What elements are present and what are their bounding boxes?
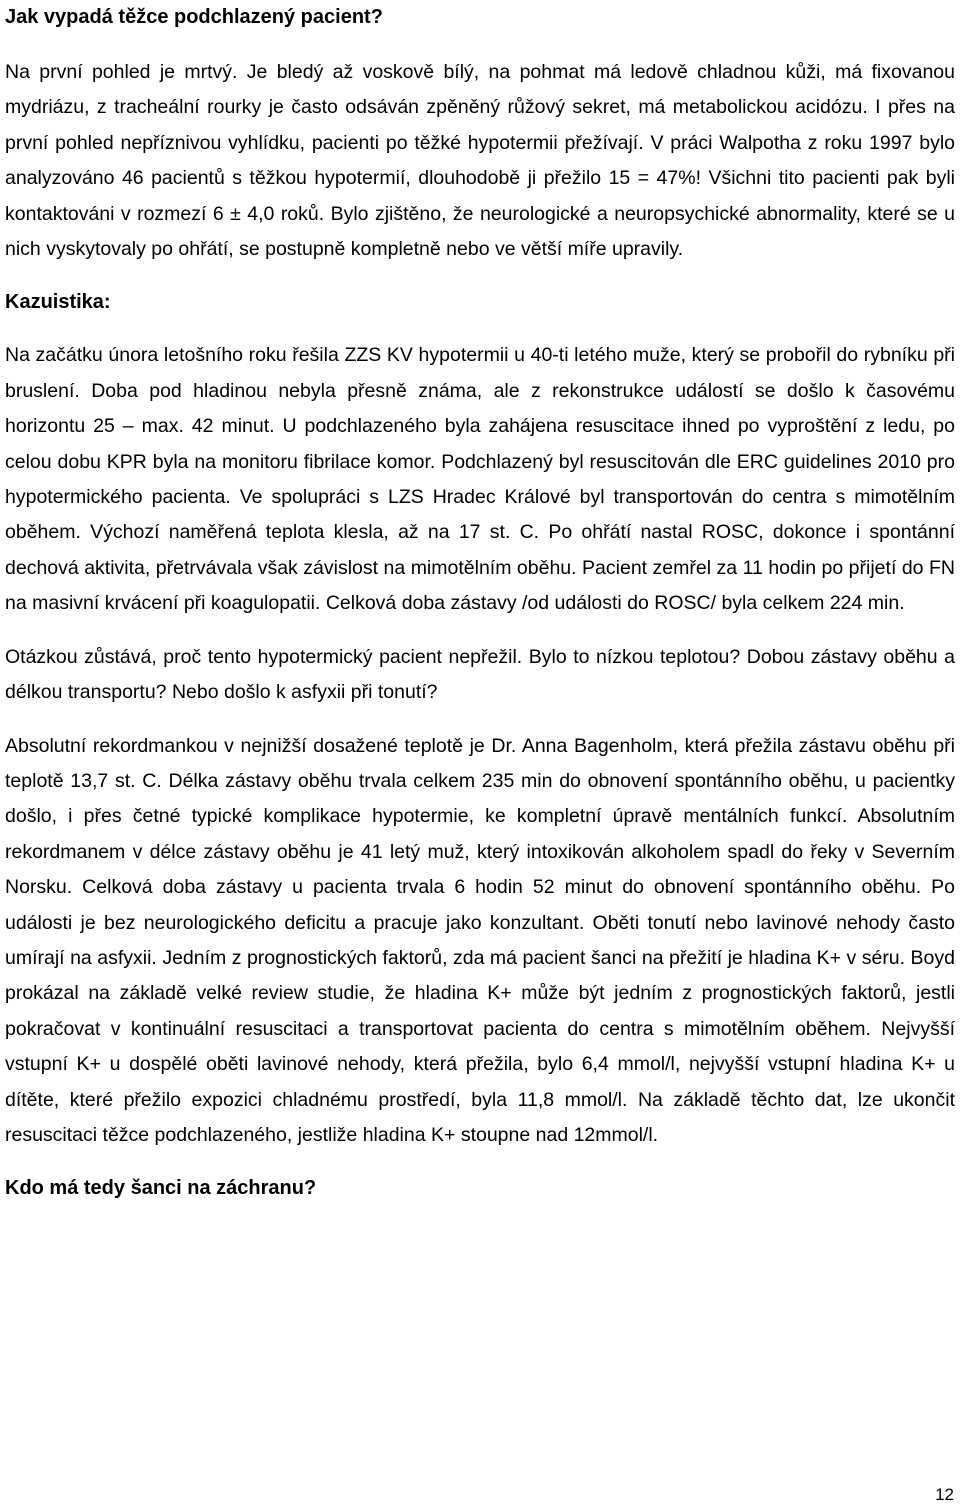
case-paragraph: Na začátku února letošního roku řešila ZZS KV hypotermii u 40-ti letého muže, který se probořil do rybníku při bruslení. Doba pod hladinou nebyla přesně známa, ale z rekonstrukce událostí se došlo k časovému horizontu 25 – max. 42 minut. U podchlazeného byla zahájena resuscitace ihned po vyproštění z ledu, po celou dobu KPR byla na monitoru fibrilace komor. Podchlazený byl resuscitován dle ERC guidelines 2010 pro hypotermického pacienta. Ve spolupráci s LZS Hradec Králové byl transportován do centra s mimotělním oběhem. Výchozí naměřená teplota klesla, až na 17 st. C. Po ohřátí nastal ROSC, dokonce i spontánní dechová aktivita, přetrvávala však závislost na mimotělním oběhu. Pacient zemřel za 11 hodin po přijetí do FN na masivní krvácení při koagulopatii. Celková doba zástavy /od události do ROSC/ byla celkem 224 min.	[5, 344, 955, 615]
spacer	[5, 320, 955, 338]
page-title: Jak vypadá těžce podchlazený pacient?	[5, 6, 383, 28]
question-paragraph: Otázkou zůstává, proč tento hypotermický pacient nepřežil. Bylo to nízkou teplotou? Dobou zástavy oběhu a délkou transportu? Nebo došlo k asfyxii při tonutí?	[5, 645, 955, 704]
spacer	[5, 1153, 955, 1171]
spacer	[5, 622, 955, 640]
intro-paragraph: Na první pohled je mrtvý. Je bledý až voskově bílý, na pohmat má ledově chladnou kůži, má fixovanou mydriázu, z tracheální rourky je často odsáván zpěněný růžový sekret, má metabolickou acidózu. I přes na první pohled nepříznivou vyhlídku, pacienti po těžké hypotermii přežívají. V práci Walpotha z roku 1997 bylo analyzováno 46 pacientů s těžkou hypotermií, dlouhodobě ji přežilo 15 = 47%! Všichni tito pacienti pak byli kontaktováni v rozmezí 6 ± 4,0 roků. Bylo zjištěno, že neurologické a neuropsychické abnormality, které se u nich vyskytovaly po ohřátí, se postupně kompletně nebo ve větší míře upravily.	[5, 61, 955, 261]
page-number: 12	[935, 1485, 954, 1504]
final-heading: Kdo má tedy šanci na záchranu?	[5, 1177, 317, 1200]
document-page	[5, 0, 955, 1206]
spacer	[5, 35, 955, 55]
records-paragraph: Absolutní rekordmankou v nejnižší dosažené teplotě je Dr. Anna Bagenholm, která přežila zástavu oběhu při teplotě 13,7 st. C. Délka zástavy oběhu trvala celkem 235 min do obnovení spontánního oběhu, u pacientky došlo, i přes četné typické komplikace hypotermie, ke kompletní úpravě mentálních funkcí. Absolutním rekordmanem v délce zástavy oběhu je 41 letý muž, který intoxikován alkoholem spadl do řeky v Severním Norsku. Celková doba zástavy u pacienta trvala 6 hodin 52 minut do obnovení spontánního oběhu. Po události je bez neurologického deficitu a pracuje jako konzultant. Oběti tonutí nebo lavinové nehody často umírají na asfyxii. Jedním z prognostických faktorů, zda má pacient šanci na přežití je hladina K+ v séru. Boyd prokázal na základě velké review studie, že hladina K+ může být jedním z prognostických faktorů, jestli pokračovat v kontinuální resuscitaci a transportovat pacienta do centra s mimotělním oběhem. Nejvyšší vstupní K+ u dospělé oběti lavinové nehody, která přežila, bylo 6,4 mmol/l, nejvyšší vstupní hladina K+ u dítěte, které přežilo expozici chladnému prostředí, byla 11,8 mmol/l. Na základě těchto dat, lze ukončit resuscitaci těžce podchlazeného, jestliže hladina K+ stoupne nad 12mmol/l.	[5, 734, 955, 1146]
spacer	[5, 711, 955, 729]
case-heading: Kazuistika:	[5, 291, 111, 314]
spacer	[5, 267, 955, 285]
